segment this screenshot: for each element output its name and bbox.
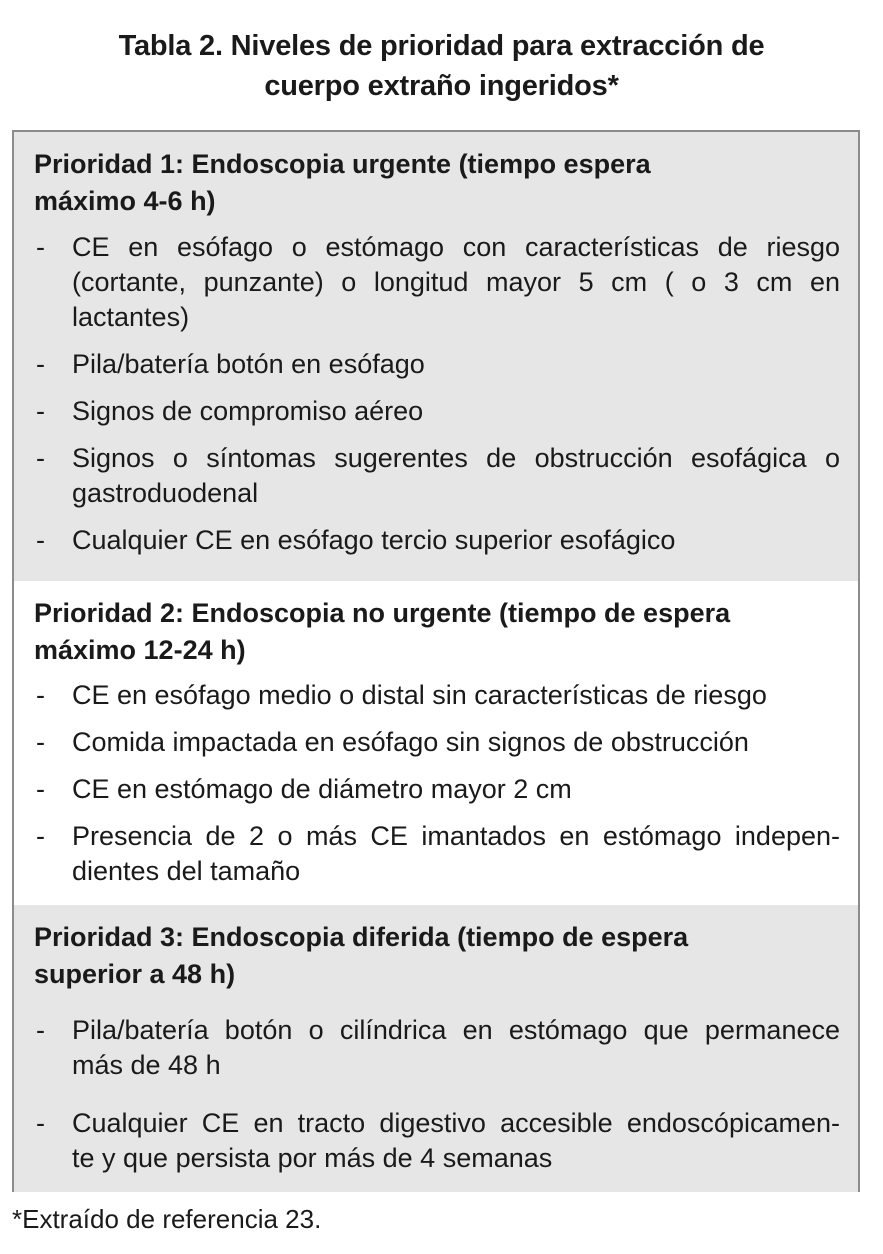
list-item [34, 230, 840, 335]
list-item-line: lactantes) [72, 302, 190, 332]
dash-bullet: - [36, 680, 45, 710]
priority-2-list [34, 678, 840, 889]
list-item [34, 441, 840, 511]
footnote: *Extraído de referencia 23. [12, 1204, 322, 1234]
list-item [34, 347, 840, 382]
list-item-line: CE en esófago o estómago con características de riesgo [72, 232, 840, 262]
priority-1-heading-line-1: Prioridad 1: Endoscopia urgente (tiempo espera [34, 149, 651, 179]
list-item-line: gastroduodenal [72, 478, 259, 508]
list-item [34, 678, 840, 713]
list-item-line: Pila/batería botón o cilíndrica en estómago que permanece [72, 1015, 840, 1045]
list-item-line: CE en estómago de diámetro mayor 2 cm [72, 774, 572, 804]
priority-2-heading-line-2: máximo 12-24 h) [34, 635, 246, 665]
dash-bullet: - [36, 727, 45, 757]
priority-table [12, 130, 860, 1192]
dash-bullet: - [36, 821, 45, 851]
dash-bullet: - [36, 1108, 45, 1138]
list-item-line: Comida impactada en esófago sin signos de obstrucción [72, 727, 749, 757]
priority-3-section [14, 905, 858, 1192]
list-item-line: Presencia de 2 o más CE imantados en estómago indepen- [72, 821, 840, 851]
table-title-line-1: Tabla 2. Niveles de prioridad para extracción de [118, 30, 765, 62]
list-item-line: más de 48 h [72, 1050, 221, 1080]
list-item-line: CE en esófago medio o distal sin características de riesgo [72, 680, 767, 710]
priority-1-heading [34, 132, 840, 220]
list-item-line: (cortante, punzante) o longitud mayor 5 cm ( o 3 cm en [72, 267, 840, 297]
table-title [0, 26, 883, 106]
dash-bullet: - [36, 396, 45, 426]
priority-3-heading [34, 905, 840, 993]
list-item [34, 725, 840, 760]
list-item [34, 1013, 840, 1083]
priority-3-heading-line-2: superior a 48 h) [34, 959, 236, 989]
list-item-line: dientes del tamaño [72, 856, 301, 886]
priority-1-section [14, 132, 858, 581]
list-item-line: Cualquier CE en esófago tercio superior esofágico [72, 525, 676, 555]
priority-1-list [34, 230, 840, 558]
dash-bullet: - [36, 774, 45, 804]
priority-1-heading-line-2: máximo 4-6 h) [34, 186, 216, 216]
list-item-line: Signos de compromiso aéreo [72, 396, 424, 426]
dash-bullet: - [36, 232, 45, 262]
list-item-line: Pila/batería botón en esófago [72, 349, 425, 379]
dash-bullet: - [36, 1015, 45, 1045]
list-item [34, 819, 840, 889]
dash-bullet: - [36, 349, 45, 379]
dash-bullet: - [36, 525, 45, 555]
priority-2-heading-line-1: Prioridad 2: Endoscopia no urgente (tiempo de espera [34, 598, 731, 628]
list-item [34, 772, 840, 807]
priority-3-heading-line-1: Prioridad 3: Endoscopia diferida (tiempo de espera [34, 922, 689, 952]
dash-bullet: - [36, 443, 45, 473]
list-item [34, 523, 840, 558]
priority-2-section [14, 581, 858, 905]
priority-2-heading [34, 581, 840, 669]
priority-3-list [34, 1013, 840, 1176]
table-title-line-2: cuerpo extraño ingeridos* [264, 70, 619, 102]
list-item-line: te y que persista por más de 4 semanas [72, 1143, 553, 1173]
list-item [34, 1106, 840, 1176]
list-item [34, 394, 840, 429]
list-item-line: Signos o síntomas sugerentes de obstrucción esofágica o [72, 443, 840, 473]
list-item-line: Cualquier CE en tracto digestivo accesible endoscópicamen- [72, 1108, 840, 1138]
